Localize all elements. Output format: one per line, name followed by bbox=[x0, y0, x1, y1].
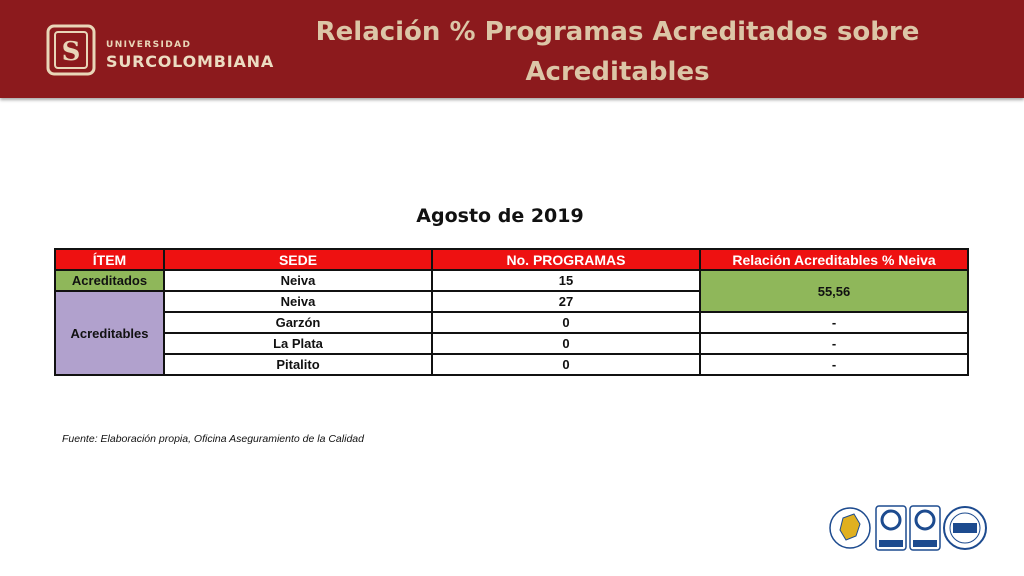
icontec-cert-icon bbox=[876, 506, 906, 550]
group-acreditables: Acreditables bbox=[55, 291, 164, 375]
logo-line-2: SURCOLOMBIANA bbox=[106, 52, 275, 71]
colombia-seal-icon bbox=[830, 508, 870, 548]
svg-text:S: S bbox=[61, 37, 81, 67]
table-row bbox=[55, 354, 968, 375]
header-bar bbox=[0, 0, 1024, 98]
university-shield-icon bbox=[46, 24, 96, 76]
university-logo bbox=[46, 24, 286, 78]
table-row bbox=[55, 333, 968, 354]
iqnet-cert-icon bbox=[944, 507, 986, 549]
group-acreditados: Acreditados bbox=[55, 270, 164, 291]
table-row bbox=[55, 312, 968, 333]
logo-line-1: UNIVERSIDAD bbox=[106, 40, 192, 50]
table-row bbox=[55, 270, 968, 291]
cell-programas: 0 bbox=[432, 354, 700, 375]
source-note: Fuente: Elaboración propia, Oficina Aseguramiento de la Calidad bbox=[62, 433, 364, 445]
iso-cert-icon bbox=[910, 506, 940, 550]
cell-relacion: - bbox=[700, 312, 968, 333]
cell-programas: 0 bbox=[432, 312, 700, 333]
cell-relacion: - bbox=[700, 354, 968, 375]
cell-relacion: - bbox=[700, 333, 968, 354]
header-sede: SEDE bbox=[164, 249, 432, 270]
cell-sede: Neiva bbox=[164, 291, 432, 312]
cell-sede: Pitalito bbox=[164, 354, 432, 375]
header-relacion: Relación Acreditables % Neiva bbox=[700, 249, 968, 270]
table-header-row bbox=[55, 249, 968, 270]
cell-programas: 15 bbox=[432, 270, 700, 291]
cell-programas: 0 bbox=[432, 333, 700, 354]
certification-logos bbox=[828, 500, 988, 556]
cell-relacion-neiva: 55,56 bbox=[700, 270, 968, 312]
cell-programas: 27 bbox=[432, 291, 700, 312]
slide-subtitle: Agosto de 2019 bbox=[416, 205, 584, 227]
cell-sede: Garzón bbox=[164, 312, 432, 333]
cell-sede: La Plata bbox=[164, 333, 432, 354]
accreditation-table bbox=[54, 248, 969, 376]
slide-title: Relación % Programas Acreditados sobre Acreditables bbox=[315, 17, 920, 87]
header-item: ÍTEM bbox=[55, 249, 164, 270]
cell-sede: Neiva bbox=[164, 270, 432, 291]
header-programas: No. PROGRAMAS bbox=[432, 249, 700, 270]
